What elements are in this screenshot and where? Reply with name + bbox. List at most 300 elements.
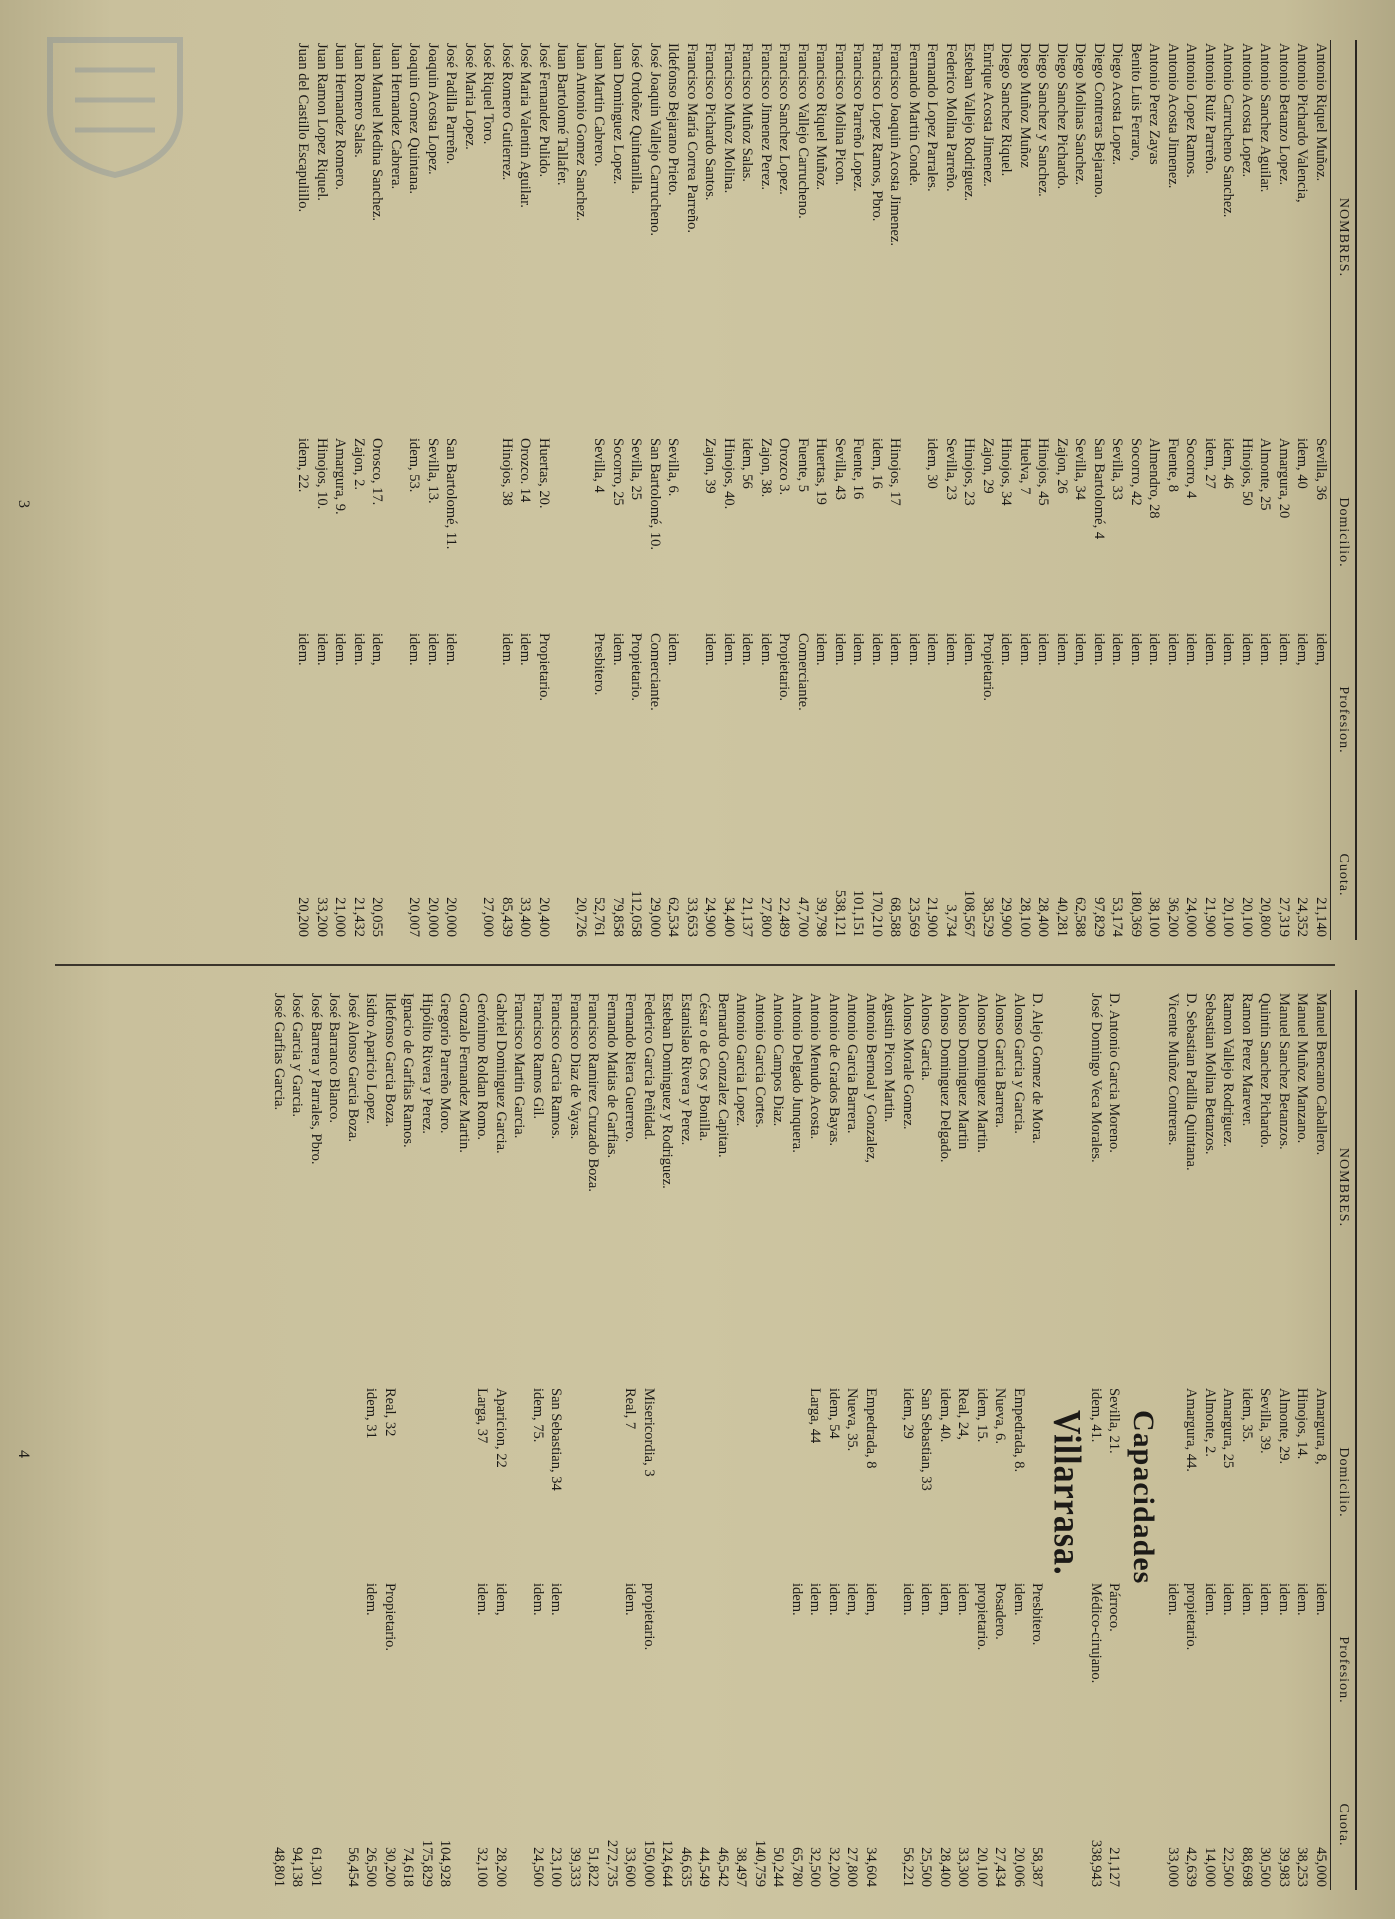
name-cell: Francisco Parreño Lopez. bbox=[850, 43, 867, 192]
table-row bbox=[831, 40, 850, 940]
name-cell: José Garcia y Garcia. bbox=[289, 993, 306, 1117]
table-row bbox=[775, 40, 794, 940]
quota-cell: 25,500 bbox=[918, 1847, 935, 1887]
name-cell: Juan Martin Cabrero. bbox=[591, 43, 608, 167]
profession-cell: idem. bbox=[1165, 633, 1181, 666]
table-row bbox=[880, 990, 899, 1890]
table-row bbox=[960, 40, 979, 940]
quota-cell: 29,000 bbox=[647, 897, 663, 937]
domicile-cell bbox=[387, 435, 406, 630]
quota-cell: 47,700 bbox=[795, 897, 811, 937]
domicile-cell: Hinojos, 14. bbox=[1294, 1388, 1311, 1460]
domicile-cell: idem, 40. bbox=[937, 1388, 953, 1443]
name-cell: Francisco Ramirez Cruzado Boza. bbox=[585, 993, 602, 1192]
domicile-cell bbox=[572, 435, 591, 630]
table-row bbox=[1293, 990, 1312, 1890]
profession-cell: idem. bbox=[1294, 1583, 1311, 1616]
name-cell: Alonso Garcia Barrera. bbox=[992, 993, 1009, 1128]
name-cell: José Barranco Blanco. bbox=[326, 993, 343, 1124]
profession-cell bbox=[584, 1580, 603, 1760]
name-cell: José Maria Valentin Aguilar. bbox=[517, 43, 534, 208]
quota-cell: 180,369 bbox=[1128, 889, 1144, 937]
name-cell: Manuel Sanchez Betanzos. bbox=[1276, 993, 1292, 1150]
name-cell: Diego Sanchez Pichardo. bbox=[1054, 43, 1070, 190]
table-row bbox=[1016, 40, 1035, 940]
quota-cell: 28,400 bbox=[1035, 897, 1052, 937]
name-cell: Juan Hernandez Cabrera. bbox=[388, 43, 404, 190]
profession-cell: idem. bbox=[961, 633, 978, 666]
profession-cell: idem, bbox=[1313, 633, 1329, 666]
header-domicile: Domicilio. bbox=[1331, 1385, 1357, 1580]
table-row bbox=[825, 990, 844, 1890]
quota-cell: 51,822 bbox=[585, 1847, 602, 1887]
name-cell: Vicente Muñoz Contreras. bbox=[1165, 993, 1181, 1146]
domicile-cell: San Bartolomé, 4 bbox=[1091, 438, 1107, 540]
name-cell: Francisco Joaquin Acosta Jimenez. bbox=[887, 43, 904, 246]
right-taxpayer-table bbox=[270, 990, 1358, 1890]
quota-cell: 20,000 bbox=[443, 897, 460, 937]
domicile-cell: San Bartolomé, 10. bbox=[647, 438, 663, 550]
quota-cell: 20,100 bbox=[1239, 897, 1255, 937]
table-row bbox=[294, 40, 313, 940]
domicile-cell: idem, 41. bbox=[1088, 1388, 1104, 1443]
name-cell: Alonso Garcia. bbox=[918, 993, 935, 1081]
profession-cell: idem. bbox=[813, 633, 830, 666]
table-row bbox=[621, 990, 640, 1890]
profession-cell: idem. bbox=[363, 1583, 380, 1616]
name-cell: Francisco Vallejo Carrucheno. bbox=[795, 43, 811, 219]
name-cell: Fernando Lopez Parrales. bbox=[924, 43, 941, 192]
profession-cell: idem. bbox=[1091, 633, 1107, 666]
table-row bbox=[1201, 40, 1220, 940]
table-row bbox=[640, 990, 659, 1890]
domicile-cell: Huertas, 19 bbox=[813, 438, 830, 505]
quota-cell: 175,829 bbox=[419, 1839, 435, 1887]
domicile-cell bbox=[714, 1385, 733, 1580]
domicile-cell: Nueva, 35. bbox=[844, 1388, 861, 1452]
table-row bbox=[886, 40, 905, 940]
quota-cell: 68,588 bbox=[887, 897, 904, 937]
name-cell: Fernando Riera Guerrero. bbox=[622, 993, 639, 1143]
name-cell: Francisco Jimenez Perez. bbox=[758, 43, 774, 190]
name-cell: José Padilla Parreño. bbox=[443, 43, 460, 165]
table-row bbox=[677, 990, 696, 1890]
profession-cell: idem. bbox=[900, 1583, 916, 1616]
table-row bbox=[1275, 40, 1294, 940]
table-row bbox=[997, 40, 1016, 940]
domicile-cell: Huertas, 20. bbox=[536, 438, 552, 509]
quota-cell: 40,281 bbox=[1054, 897, 1070, 937]
profession-cell: idem, bbox=[1294, 633, 1311, 666]
quota-cell: 38,253 bbox=[1294, 1847, 1311, 1887]
quota-cell: 56,221 bbox=[900, 1847, 916, 1887]
name-cell: Diego Molinas Sanchez. bbox=[1072, 43, 1089, 186]
profession-cell bbox=[399, 1580, 418, 1760]
table-row bbox=[905, 40, 924, 940]
name-cell: Antonio Garcia Cortes. bbox=[752, 993, 768, 1128]
profession-cell: idem. bbox=[826, 1583, 842, 1616]
quota-cell: 46,542 bbox=[715, 1847, 731, 1887]
table-row bbox=[1219, 40, 1238, 940]
profession-cell: idem. bbox=[832, 633, 848, 666]
quota-cell: 21,432 bbox=[351, 897, 367, 937]
profession-cell: idem. bbox=[517, 633, 534, 666]
header-domicile: Domicilio. bbox=[1331, 435, 1357, 630]
name-cell: Federico Molina Parreño. bbox=[943, 43, 959, 192]
profession-cell bbox=[418, 1580, 437, 1760]
quota-cell: 27,434 bbox=[992, 1847, 1009, 1887]
name-cell: Ramon Perez Marever. bbox=[1239, 993, 1255, 1127]
name-cell: Antonio Acosta Lopez. bbox=[1239, 43, 1255, 178]
name-cell: Antonio Lopez Ramos. bbox=[1183, 43, 1200, 178]
profession-cell: idem. bbox=[1011, 1583, 1027, 1616]
quota-cell: 140,759 bbox=[752, 1839, 768, 1887]
profession-cell bbox=[479, 630, 498, 810]
table-row bbox=[313, 40, 332, 940]
name-cell: Fernando Martin Conde. bbox=[906, 43, 922, 186]
quota-cell: 74,618 bbox=[400, 1847, 417, 1887]
profession-cell: idem. bbox=[955, 1583, 972, 1616]
section-heading-row bbox=[1124, 990, 1164, 1890]
domicile-cell: Zajon, 26 bbox=[1054, 438, 1070, 494]
quota-cell: 32,200 bbox=[826, 1847, 842, 1887]
domicile-cell: Larga, 37 bbox=[474, 1388, 491, 1444]
table-row bbox=[868, 40, 887, 940]
name-cell: Sebastian Molina Betanzos. bbox=[1202, 993, 1218, 1155]
quota-cell: 61,301 bbox=[308, 1847, 324, 1887]
profession-cell: idem. bbox=[474, 1583, 491, 1616]
table-row bbox=[1238, 40, 1257, 940]
profession-cell: idem. bbox=[425, 633, 441, 666]
domicile-cell: Aparicion, 22 bbox=[493, 1388, 509, 1468]
table-row bbox=[603, 990, 622, 1890]
name-cell: Diego Sanchez y Sanchez. bbox=[1035, 43, 1052, 197]
quota-cell: 23,569 bbox=[906, 897, 922, 937]
quota-cell: 27,000 bbox=[480, 897, 497, 937]
quota-cell: 33,400 bbox=[517, 897, 534, 937]
name-cell: Federico Garcia Peñidad. bbox=[641, 993, 657, 1140]
header-profession: Profesion. bbox=[1331, 1580, 1357, 1760]
name-cell: Gregorio Parreño Moro. bbox=[437, 993, 454, 1134]
name-cell: Antonio Carrucheno Sanchez. bbox=[1220, 43, 1237, 218]
domicile-cell bbox=[436, 1385, 455, 1580]
domicile-cell bbox=[510, 1385, 529, 1580]
profession-cell: idem. bbox=[1202, 1583, 1218, 1616]
quota-cell: 21,900 bbox=[1202, 897, 1218, 937]
table-row bbox=[590, 40, 609, 940]
left-table-body bbox=[294, 40, 1331, 940]
quota-cell: 97,829 bbox=[1091, 897, 1107, 937]
domicile-cell: idem, 54 bbox=[826, 1388, 842, 1439]
profession-cell: idem. bbox=[998, 633, 1015, 666]
table-row bbox=[1034, 40, 1053, 940]
domicile-cell: idem, 75. bbox=[530, 1388, 546, 1443]
quota-cell: 34,400 bbox=[721, 897, 737, 937]
domicile-cell: San Sebastian, 33 bbox=[918, 1388, 935, 1491]
domicile-cell: Sevilla, 25 bbox=[628, 438, 645, 501]
table-row bbox=[862, 990, 881, 1890]
name-cell: Antonio Perez Zayas bbox=[1146, 43, 1163, 165]
profession-cell bbox=[307, 1580, 326, 1760]
domicile-cell bbox=[683, 435, 702, 630]
profession-cell: idem. bbox=[758, 633, 774, 666]
domicile-cell: idem, 15. bbox=[974, 1388, 990, 1443]
table-row bbox=[1010, 990, 1029, 1890]
profession-cell: idem. bbox=[1017, 633, 1033, 666]
domicile-cell bbox=[399, 1385, 418, 1580]
profession-cell bbox=[455, 1580, 474, 1760]
quota-cell: 170,210 bbox=[869, 889, 885, 937]
table-row bbox=[498, 40, 517, 940]
quota-cell: 24,000 bbox=[1183, 897, 1200, 937]
quota-cell: 20,400 bbox=[536, 897, 552, 937]
table-row bbox=[1201, 990, 1220, 1890]
domicile-cell bbox=[732, 1385, 751, 1580]
table-row bbox=[1275, 990, 1294, 1890]
profession-cell: idem. bbox=[665, 633, 682, 666]
table-row bbox=[751, 990, 770, 1890]
name-cell: Antonio Ruiz Parreño. bbox=[1202, 43, 1218, 174]
domicile-cell: idem, 27 bbox=[1202, 438, 1218, 489]
profession-cell: idem. bbox=[443, 633, 460, 666]
profession-cell: idem. bbox=[622, 1583, 639, 1616]
quota-cell: 39,798 bbox=[813, 897, 830, 937]
domicile-cell: Zajon, 2. bbox=[351, 438, 367, 490]
table-row bbox=[714, 990, 733, 1890]
page-number-left: 3 bbox=[15, 500, 32, 508]
profession-cell: idem. bbox=[1313, 1583, 1329, 1616]
quota-cell: 33,653 bbox=[684, 897, 700, 937]
table-row bbox=[936, 990, 955, 1890]
domicile-cell: Orosco, 17. bbox=[369, 438, 386, 506]
name-cell: José Romero Gutierrez. bbox=[499, 43, 515, 181]
quota-cell: 101,151 bbox=[850, 889, 867, 937]
table-row bbox=[812, 40, 831, 940]
profession-cell: idem. bbox=[1146, 633, 1163, 666]
quota-cell: 20,100 bbox=[1220, 897, 1237, 937]
name-cell: Juan Bartolomé Tallafer. bbox=[554, 43, 571, 186]
domicile-cell: Larga, 44 bbox=[807, 1388, 824, 1444]
table-row bbox=[1108, 40, 1127, 940]
domicile-cell: Amargura, 20 bbox=[1276, 438, 1292, 519]
domicile-cell bbox=[566, 1385, 585, 1580]
domicile-cell: Sevilla, 6. bbox=[665, 438, 682, 497]
name-cell: Juan Hernandez Romero. bbox=[332, 43, 349, 190]
quota-cell: 20,055 bbox=[369, 897, 386, 937]
domicile-cell: Orozco. 14 bbox=[517, 438, 534, 503]
quota-cell bbox=[880, 1760, 899, 1890]
quota-cell bbox=[461, 810, 480, 940]
profession-cell: idem. bbox=[1257, 1583, 1274, 1616]
name-cell: D. Antonio Garcia Moreno. bbox=[1106, 993, 1123, 1153]
profession-cell: idem. bbox=[295, 633, 312, 666]
name-cell: Francisco Ramos Gil. bbox=[530, 993, 546, 1120]
name-cell: Isidro Aparicio Lopez. bbox=[363, 993, 380, 1124]
column-separator bbox=[55, 964, 1335, 966]
table-row bbox=[529, 990, 548, 1890]
profession-cell bbox=[880, 1580, 899, 1760]
quota-cell: 32,100 bbox=[474, 1847, 491, 1887]
name-cell: Diego Contreras Bejarano. bbox=[1091, 43, 1107, 199]
quota-cell: 20,200 bbox=[295, 897, 312, 937]
quota-cell: 46,635 bbox=[678, 1847, 694, 1887]
name-cell: Antonio Delgado Junquera. bbox=[789, 993, 805, 1153]
domicile-cell bbox=[344, 1385, 363, 1580]
table-row bbox=[516, 40, 535, 940]
domicile-cell: Orozco 3. bbox=[776, 438, 793, 496]
profession-cell bbox=[714, 1580, 733, 1760]
quota-cell: 42,639 bbox=[1183, 1847, 1200, 1887]
quota-cell: 20,800 bbox=[1257, 897, 1274, 937]
table-row bbox=[1219, 990, 1238, 1890]
domicile-cell: Almendro, 28 bbox=[1146, 438, 1163, 519]
right-column-page bbox=[0, 990, 1395, 1910]
name-cell: Diego Sanchez Riquel. bbox=[998, 43, 1015, 177]
profession-cell: idem. bbox=[721, 633, 737, 666]
name-cell: Juan Romero Salas. bbox=[351, 43, 367, 158]
table-row bbox=[399, 990, 418, 1890]
quota-cell bbox=[325, 1760, 344, 1890]
profession-cell: idem. bbox=[1239, 633, 1255, 666]
domicile-cell bbox=[677, 1385, 696, 1580]
domicile-cell: idem, 40 bbox=[1294, 438, 1311, 489]
quota-cell: 20,007 bbox=[406, 897, 423, 937]
profession-cell: idem. bbox=[918, 1583, 935, 1616]
table-row bbox=[923, 40, 942, 940]
name-cell: José Garfias Garcia. bbox=[271, 993, 287, 1111]
domicile-cell bbox=[455, 1385, 474, 1580]
table-row bbox=[806, 990, 825, 1890]
profession-cell bbox=[270, 1580, 289, 1760]
table-row bbox=[1182, 40, 1201, 940]
quota-cell: 33,000 bbox=[1165, 1847, 1181, 1887]
profession-cell: idem. bbox=[906, 633, 922, 666]
profession-cell: Propietario. bbox=[980, 633, 996, 702]
table-row bbox=[1312, 990, 1331, 1890]
domicile-cell: idem, 30 bbox=[924, 438, 941, 489]
profession-cell: idem, bbox=[863, 1583, 879, 1616]
quota-cell: 24,900 bbox=[702, 897, 719, 937]
name-cell: Juan Antonio Gomez Sanchez. bbox=[573, 43, 589, 221]
quota-cell: 79,858 bbox=[610, 897, 626, 937]
domicile-cell: Hinojos, 50 bbox=[1239, 438, 1255, 506]
header-names: NOMBRES. bbox=[1331, 40, 1357, 435]
table-row bbox=[1164, 40, 1183, 940]
section-heading-villarrasa: Villarrasa. bbox=[1045, 1410, 1089, 1576]
table-row bbox=[794, 40, 813, 940]
table-row bbox=[535, 40, 554, 940]
table-row bbox=[627, 40, 646, 940]
domicile-cell bbox=[461, 435, 480, 630]
table-row bbox=[1145, 40, 1164, 940]
profession-cell: Posadero. bbox=[992, 1583, 1009, 1640]
domicile-cell: Almonte, 2. bbox=[1202, 1388, 1218, 1457]
right-table-body-b bbox=[1087, 990, 1124, 1890]
profession-cell bbox=[769, 1580, 788, 1760]
table-row bbox=[288, 990, 307, 1890]
name-cell: Esteban Vallejo Rodriguez. bbox=[961, 43, 978, 201]
table-row bbox=[1087, 990, 1106, 1890]
quota-cell: 28,400 bbox=[937, 1847, 953, 1887]
table-row bbox=[954, 990, 973, 1890]
domicile-cell: idem, 16 bbox=[869, 438, 885, 489]
domicile-cell: Hinojos, 45 bbox=[1035, 438, 1052, 506]
quota-cell: 88,698 bbox=[1239, 1847, 1255, 1887]
domicile-cell: Real, 32 bbox=[382, 1388, 398, 1437]
table-row bbox=[1053, 40, 1072, 940]
quota-cell: 39,333 bbox=[567, 1847, 583, 1887]
name-cell: César o de Cos y Bonilla. bbox=[696, 993, 713, 1142]
quota-cell bbox=[387, 810, 406, 940]
domicile-cell: Misericordia, 3 bbox=[641, 1388, 657, 1477]
quota-cell: 62,534 bbox=[665, 897, 682, 937]
name-cell: Antonio Menudo Acosta. bbox=[807, 993, 824, 1140]
profession-cell: idem. bbox=[807, 1583, 824, 1616]
domicile-cell: Hinojos, 38 bbox=[499, 438, 515, 506]
table-row bbox=[368, 40, 387, 940]
domicile-cell bbox=[658, 1385, 677, 1580]
profession-cell: Presbitero. bbox=[591, 633, 608, 696]
name-cell: Diego Muñoz Muñoz bbox=[1017, 43, 1033, 168]
profession-cell: Propietario. bbox=[536, 633, 552, 702]
domicile-cell: Sevilla, 4 bbox=[591, 438, 608, 493]
profession-cell: idem. bbox=[850, 633, 867, 666]
quota-cell: 22,489 bbox=[776, 897, 793, 937]
table-row bbox=[1164, 990, 1183, 1890]
quota-cell: 62,588 bbox=[1072, 897, 1089, 937]
profession-cell: idem. bbox=[1109, 633, 1126, 666]
name-cell: Antonio Acosta Jimenez. bbox=[1165, 43, 1181, 189]
name-cell: José Joaquin Vallejo Carrucheno. bbox=[647, 43, 663, 237]
domicile-cell: Fuente, 16 bbox=[850, 438, 867, 500]
quota-cell: 22,500 bbox=[1220, 1847, 1237, 1887]
quota-cell: 272,735 bbox=[604, 1839, 620, 1887]
profession-cell bbox=[751, 1580, 770, 1760]
table-row bbox=[424, 40, 443, 940]
quota-cell: 53,174 bbox=[1109, 897, 1126, 937]
quota-cell: 45,000 bbox=[1313, 1847, 1329, 1887]
crest-icon bbox=[30, 30, 200, 180]
table-row bbox=[331, 40, 350, 940]
quota-cell: 27,800 bbox=[844, 1847, 861, 1887]
table-row bbox=[442, 40, 461, 940]
quota-cell: 150,000 bbox=[641, 1839, 657, 1887]
domicile-cell: Amargura, 25 bbox=[1220, 1388, 1237, 1469]
section-heading-row bbox=[1047, 990, 1087, 1890]
profession-cell: idem. bbox=[1183, 633, 1200, 666]
profession-cell bbox=[461, 630, 480, 810]
quota-cell: 20,726 bbox=[573, 897, 589, 937]
quota-cell: 94,138 bbox=[289, 1847, 306, 1887]
quota-cell: 20,006 bbox=[1011, 1847, 1027, 1887]
name-cell: Antonio Sanchez Aguilar. bbox=[1257, 43, 1274, 193]
table-row bbox=[1293, 40, 1312, 940]
table-row bbox=[664, 40, 683, 940]
domicile-cell: Hinojos, 17 bbox=[887, 438, 904, 506]
name-cell: Francisco Martin Garcia. bbox=[511, 993, 528, 1139]
profession-cell: idem. bbox=[789, 1583, 805, 1616]
header-profession: Profesion. bbox=[1331, 630, 1357, 810]
domicile-cell: idem, 22. bbox=[295, 438, 312, 493]
profession-cell: Propietario. bbox=[382, 1583, 398, 1652]
table-row bbox=[609, 40, 628, 940]
quota-cell: 124,644 bbox=[659, 1839, 676, 1887]
name-cell: Quintin Sanchez Pichardo. bbox=[1257, 993, 1274, 1149]
domicile-cell: Socorro, 25 bbox=[610, 438, 626, 506]
name-cell: Alonso Morale Gomez. bbox=[900, 993, 916, 1130]
domicile-cell: Sevilla, 21. bbox=[1106, 1388, 1123, 1454]
name-cell: Francisco Sanchez Lopez. bbox=[776, 43, 793, 195]
